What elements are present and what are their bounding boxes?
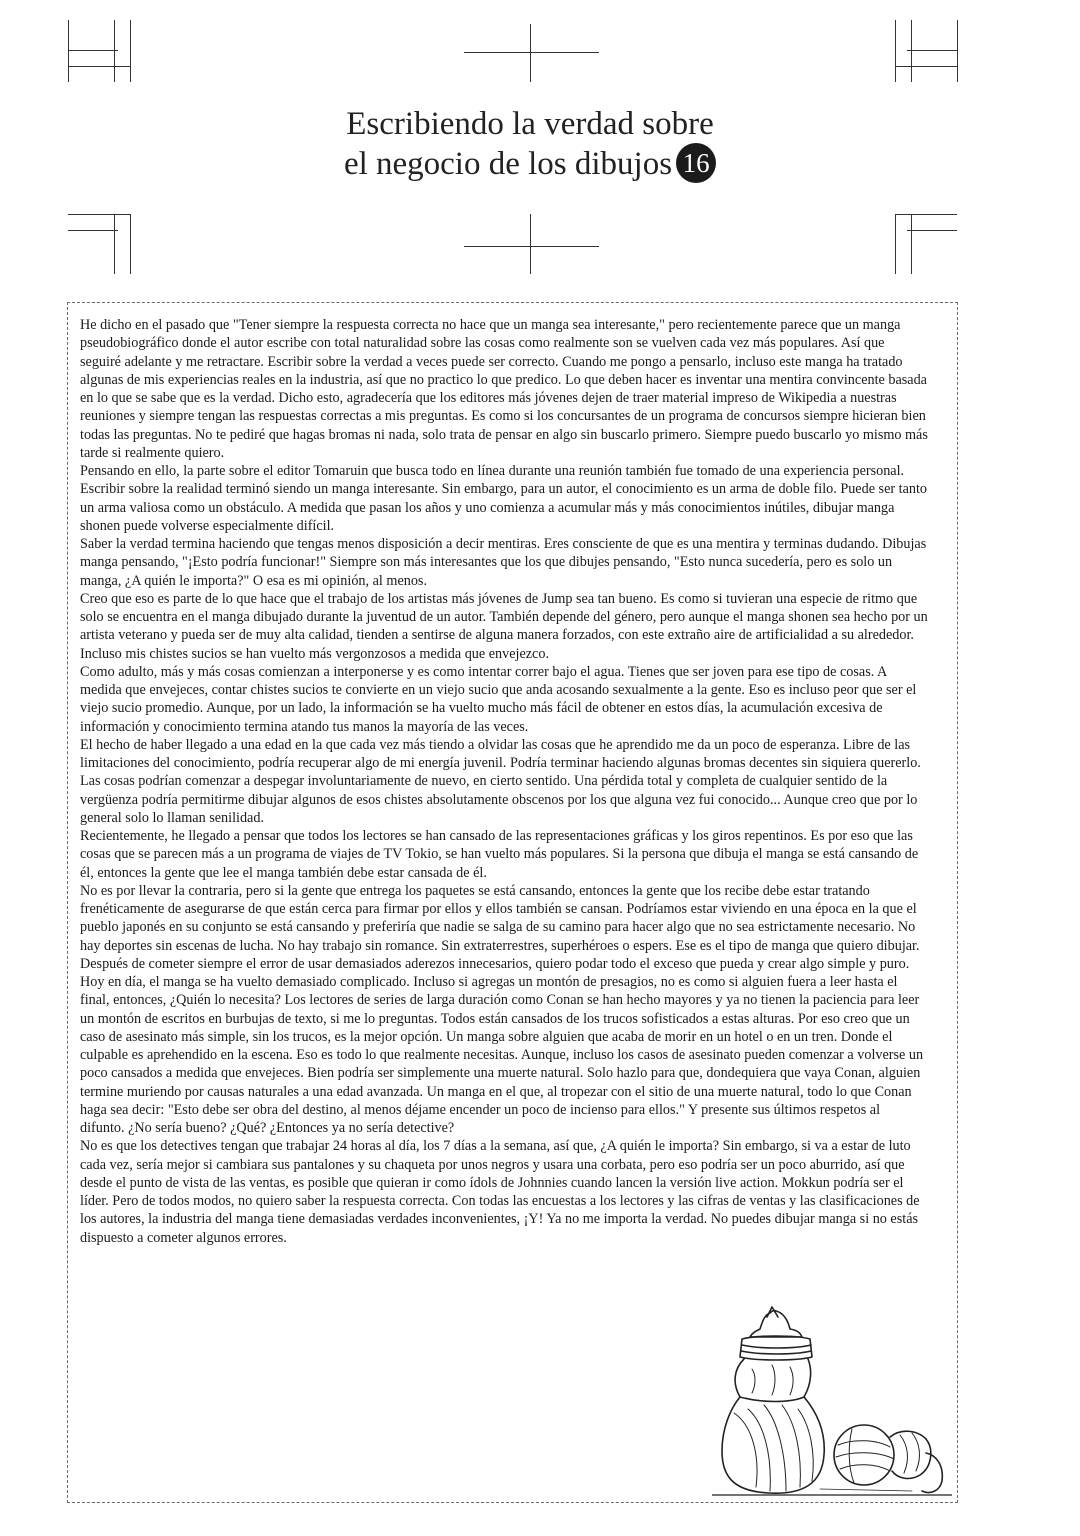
chapter-title [300,104,760,186]
paragraph: Recientemente, he llegado a pensar que todos los lectores se han cansado de las representaciones gráficas y los giros repentinos. Es por eso que las cosas que se parecen más a un programa de viajes de TV Tokio, se han vuelto más populares. Si la persona que dibuja el manga se está cansando de él, entonces la gente que lee el manga también debe estar cansada de él. [80,828,919,881]
paragraph: Como adulto, más y más cosas comienzan a interponerse y es como intentar correr bajo el agua. Tienes que ser joven para ese tipo de cosas. A medida que envejeces, contar chistes sucios te convierte en un viejo sucio que anda acosando sexualmente a la gente. Eso es incluso peor que ser el viejo sucio promedio. Aunque, por un lado, la información se ha vuelto mucho más fácil de obtener en estos días, la acumulación excesiva de información y conocimiento termina atando tus manos la mayoría de las veces. [80,663,917,735]
title-line-2-text: el negocio de los dibujos [343,146,673,182]
body-text [80,316,928,1247]
paragraph: El hecho de haber llegado a una edad en la que cada vez más tiendo a olvidar las cosas que he aprendido me da un poco de esperanza. Libre de las limitaciones del conocimiento, podría recuperar algo de mi energía juvenil. Podría terminar haciendo algunas bromas decentes sin siquiera quererlo. Las cosas podrían comenzar a despegar involuntariamente de nuevo, en cierto sentido. Una pérdida total y completa de cualquier sentido de la vergüenza podría permitirme dibujar algunos de esos chistes absolutamente obscenos por los que alguna vez fui conocido... Aunque creo que por lo general solo lo llaman senilidad. [80,736,921,826]
paragraph: Creo que eso es parte de lo que hace que el trabajo de los artistas más jóvenes de Jump sea tan bueno. Es como si tuvieran una especie de ritmo que solo se encuentra en el manga dibujado durante la juventud de un autor. También depende del género, pero aunque el manga shonen sea hecho por un artista veterano y pueda ser de muy alta calidad, tienden a sentirse de alguna manera forzados, con este extraño aire de artificialidad a su alrededor. Incluso mis chistes sucios se han vuelto más vergonzosos a medida que envejezco. [80,590,928,662]
paragraph: He dicho en el pasado que "Tener siempre la respuesta correcta no hace que un manga sea interesante," pero recientemente parece que un manga pseudobiográfico donde el autor escribe con total naturalidad sobre las cosas como realmente son se vuelven cada vez más populares. Así que seguiré adelante y me retractare. Escribir sobre la verdad a veces puede ser correcto. Cuando me pongo a pensarlo, incluso este manga ha tratado algunas de mis experiencias reales en la industria, así que no practico lo que predico. Lo que deben hacer es inventar una mentira convincente basada en lo que se sabe que es la verdad. Dicho esto, agradecería que los editores más jóvenes dejen de traer material impreso de Wikipedia a nuestras reuniones y siempre tengan las respuestas correctas a mis preguntas. Es como si los concursantes de un programa de concursos siempre hicieran bien todas las preguntas. No te pediré que hagas bromas ni nada, solo trata de pensar en algo sin buscarlo primero. Siempre puedo buscarlo yo mismo más tarde si realmente quiero. [80,317,928,461]
title-line-1: Escribiendo la verdad sobre [346,106,714,142]
paragraph: Pensando en ello, la parte sobre el editor Tomaruin que busca todo en línea durante una reunión también fue tomado de una experiencia personal. Escribir sobre la realidad terminó siendo un manga interesante. Sin embargo, para un autor, el conocimiento es un arma de doble filo. Puede ser tanto un arma valiosa como un obstáculo. A medida que pasan los años y uno comienza a acumular más y más conocimientos inútiles, dibujar manga shonen puede volverse especialmente difícil. [80,463,928,534]
paragraph: No es que los detectives tengan que trabajar 24 horas al día, los 7 días a la semana, así que, ¿A quién le importa? Sin embargo, si va a estar de luto cada vez, sería mejor si cambiara sus pantalones y su chaqueta por unos negros y usara una corbata, pero eso podría ser un poco aburrido, así que desde el punto de vista de las ventas, es posible que quieran ir como ídols de Johnnies cuando lancen la versión live action. Mokkun podría ser el líder. Pero de todos modos, no quiero saber la respuesta correcta. Con todas las encuestas a los lectores y las cifras de ventas y las clasificaciones de los autores, la industria del manga tiene demasiadas verdades inconvenientes, ¡Y! Ya no me importa la verdad. No puedes dibujar manga si no estás dispuesto a cometer algunos errores. [80,1138,920,1246]
baby-bottle-illustration [712,1305,952,1500]
paragraph: No es por llevar la contraria, pero si la gente que entrega los paquetes se está cansando, entonces la gente que los recibe debe estar tratando frenéticamente de asegurarse de que están cerca para firmar por ellos y ellos también se cansan. Podríamos estar viviendo en una época en la que el pueblo japonés en su conjunto se está cansando y preferiría que nadie se salga de su camino para hacer algo que no sea estrictamente necesario. No hay deportes sin escenas de lucha. No hay trabajo sin romance. Sin extraterrestres, superhéroes o espers. Ese es el tipo de manga que quiero dibujar. Después de cometer siempre el error de usar demasiados aderezos innecesarios, quiero podar todo el exceso que pueda y crear algo simple y puro. [80,882,920,972]
chapter-number-badge: 16 [676,143,716,183]
paragraph: Hoy en día, el manga se ha vuelto demasiado complicado. Incluso si agregas un montón de presagios, no es como si alguien fuera a leer hasta el final, entonces, ¿Quién lo necesita? Los lectores de series de larga duración como Conan se han hecho mayores y ya no tienen la paciencia para leer un montón de escritos en burbujas de texto, si me lo preguntas. Todos están cansados de los trucos sofisticados a estas alturas. Por eso creo que un caso de asesinato más simple, sin los trucos, es la mejor opción. Un manga sobre alguien que acaba de morir en un hotel o en un tren. Donde el culpable es aprehendido en la escena. Eso es todo lo que realmente necesitas. Aunque, incluso los casos de asesinato pueden comenzar a volverse un poco cansados a medida que envejeces. Bien podría ser simplemente una muerte natural. Solo hazlo para que, dondequiera que vaya Conan, alguien termine muriendo por causas naturales a una edad avanzada. Un manga en el que, al tropezar con el sitio de una muerte natural, todo lo que Conan haga sea decir: "Esto debe ser obra del destino, al menos déjame encender un poco de incienso para ellos." Y presente sus últimos respetos al difunto. ¿No sería bueno? ¿Qué? ¿Entonces ya no sería detective? [80,974,924,1136]
title-line-2 [300,144,760,186]
paragraph: Saber la verdad termina haciendo que tengas menos disposición a decir mentiras. Eres consciente de que es una mentira y terminas dudando. Dibujas manga pensando, "¡Esto podría funcionar!" Siempre son más interesantes que los que dibujes pensando, "Esto nunca sucedería, pero es solo un manga, ¿A quién le importa?" O esa es mi opinión, al menos. [80,536,927,589]
